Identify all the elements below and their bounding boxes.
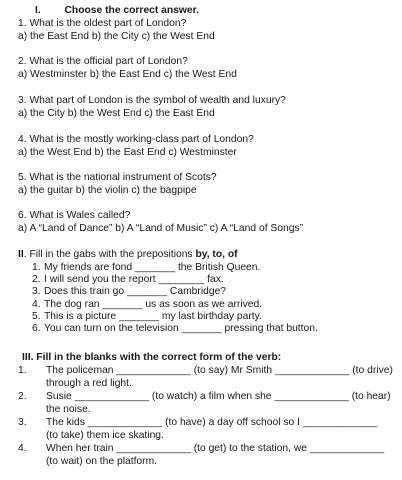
section1-number: I. (35, 5, 41, 16)
q6-options: a) A “Land of Dance” b) A “Land of Music” c) A “Land of Songs” (18, 223, 304, 234)
q2-options: a) Westminster b) the East End c) the West End (18, 69, 237, 80)
section2-title: . Fill in the gabs with the prepositions (23, 249, 196, 260)
section2-heading (18, 249, 238, 262)
worksheet-page: I. Choose the correct answer. 1. What is the oldest part of London? a) the East End b) the City c) the West End 2. What is the official part of London? a) Westminster b) the East End c) the West End 3. What part of London is the symbol of wealth and luxury? a) the City b) the West End c) the East End 4. What is the mostly working-class part of London? a) the West End b) the East End c) Westminster 5. What is the national instrument of Scots? a) the guitar b) the violin c) the bagpipe 6. What is Wales called? a) A “Land of Dance” b) A “Land of Music” c) A “Land of Songs” II. Fill in the gabs with the prepositions by, to, of 1. My friends are fond _______ the British Queen. 2. I will send you the report ________ fax. 3. Does this train go _______ Cambridge? 4. The dog ran _______ us as soon as we arrived. 5. This is a picture _______ my last birthday party. 6. You can turn on the television _______ pressing that button. III. Fill in the blanks with the correct form of the verb: 1. The policeman _____________ (to say) Mr Smith _____________ (to drive) through a red light. 2. Susie _____________ (to watch) a film when she _____________ (to hear) the noise. 3. The kids _____________ (to have) a day off school so I _____________ (to take) them ice skating. 4. When her train _____________ (to get) to the station, we _____________ (to wait) on the platform. (18, 5, 393, 467)
q3-question: 3. What part of London is the symbol of wealth and luxury? (18, 95, 286, 106)
q1-options: a) the East End b) the City c) the West End (18, 31, 215, 42)
section1-title: Choose the correct answer. (64, 5, 199, 16)
q5-options: a) the guitar b) the violin c) the bagpipe (18, 185, 197, 196)
section2-prepositions: by, to, of (195, 249, 238, 260)
q6-question: 6. What is Wales called? (18, 210, 131, 221)
q4-options: a) the West End b) the East End c) Westminster (18, 147, 237, 158)
q1-question: 1. What is the oldest part of London? (18, 18, 187, 29)
section2-number: II (18, 249, 24, 260)
q2-question: 2. What is the official part of London? (18, 56, 188, 67)
q4-question: 4. What is the mostly working-class part of London? (18, 134, 254, 145)
section3-heading: III. Fill in the blanks with the correct form of the verb: (22, 352, 282, 363)
section1-heading (35, 5, 199, 18)
q3-options: a) the City b) the West End c) the East End (18, 108, 215, 119)
q5-question: 5. What is the national instrument of Scots? (18, 172, 217, 183)
